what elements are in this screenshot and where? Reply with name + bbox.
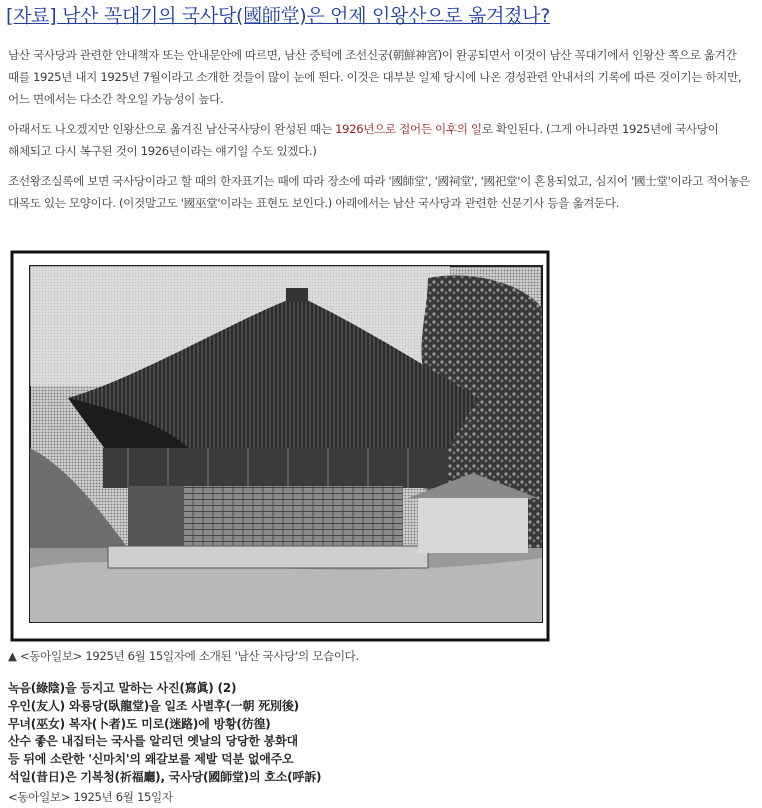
intro-paragraph: 남산 국사당과 관련한 안내책자 또는 안내문안에 따르면, 남산 중턱에 조선신궁(朝鮮神宮)이 완공되면서 이것이 남산 꼭대기에서 인왕산 쪽으로 옮겨간 때를 1925년 내지 1925년 7월이라고 소개한 것들이 많이 눈에 띈다. 이것은 대부분 일제 당시에 나온 경성관련 안내서의 기록에 따른 것이기는 하지만, 어느 면에서는 다소간 착오일 가능성이 높다. bbox=[8, 48, 742, 106]
clipping-line: 등 뒤에 소란한 '신마치'의 왜갈보를 제발 덕분 없애주오 bbox=[8, 752, 294, 767]
highlighted-text: 1926년으로 접어든 이후의 일 bbox=[335, 122, 482, 136]
newspaper-photo bbox=[8, 248, 552, 644]
second-paragraph-text-end: 로 확인된다. (그게 아니라면 1925년에 국사당이 해체되고 다시 복구된 것이 1926년이라는 얘기일 수도 있겠다.) bbox=[8, 122, 719, 158]
second-paragraph-text: 아래서도 나오겠지만 인왕산으로 옮겨진 남산국사당이 완성된 때는 bbox=[8, 122, 336, 136]
clipping-line: 녹음(綠陰)을 등지고 말하는 사진(寫眞) (2) bbox=[8, 681, 237, 695]
third-paragraph: 조선왕조실록에 보면 국사당이라고 할 때의 한자표기는 때에 따라 장소에 따라 '國師堂', '國祠堂', '國祀堂'이 혼용되었고, 심지어 '國士堂'이라고 적어놓은 대목도 있는 모양이다. (이것말고도 '國巫堂'이라는 표현도 보인다.) 아래에서는 남산 국사당과 관련한 신문기사 등을 옮겨둔다. bbox=[8, 174, 750, 210]
clipping-line: 우인(友人) 와룡당(臥龍堂)을 일조 사별후(一朝 死別後) bbox=[8, 698, 299, 713]
shrine-photo-icon bbox=[8, 248, 552, 644]
clipping-line: 무녀(巫女) 복자(卜者)도 미로(迷路)에 방황(彷徨) bbox=[8, 716, 271, 731]
clipping-line: 석일(昔日)은 기복청(祈福廳), 국사당(國師堂)의 호소(呼訴) bbox=[8, 769, 322, 784]
photo-caption: ▲ <동아일보> 1925년 6월 15일자에 소개된 '남산 국사당'의 모습이다. bbox=[8, 649, 359, 663]
source-citation: <동아일보> 1925년 6월 15일자 bbox=[8, 790, 173, 804]
second-paragraph bbox=[8, 118, 754, 162]
clipping-line: 산수 좋은 내집터는 국사를 알리던 옛날의 당당한 봉화대 bbox=[8, 734, 298, 749]
article-title-link[interactable]: [자료] 남산 꼭대기의 국사당(國師堂)은 언제 인왕산으로 옮겨졌나? bbox=[6, 5, 551, 27]
newspaper-clipping bbox=[8, 680, 754, 787]
